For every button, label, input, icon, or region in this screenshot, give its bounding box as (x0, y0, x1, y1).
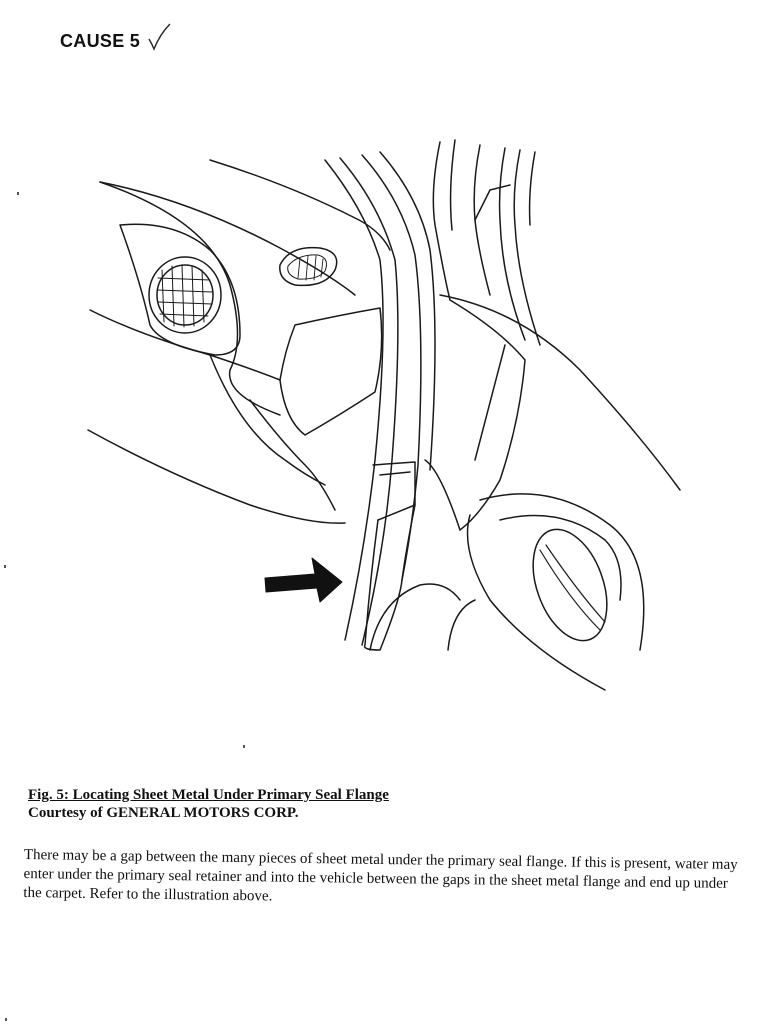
floor-line (475, 345, 505, 460)
sheet-metal-illustration (80, 130, 700, 700)
body-paragraph: There may be a gap between the many pieces of sheet metal under the primary seal flange. If this is present, water may enter under the primary seal retainer and into the vehicle between the gaps in the sheet metal flange and end up under the carpet. Refer to the illustration above. (23, 846, 738, 905)
cause-label: CAUSE 5 (60, 31, 141, 51)
arrow-right-icon (265, 558, 342, 602)
cause-header (60, 22, 172, 52)
panel-opening (280, 308, 382, 435)
scan-speck (243, 745, 245, 748)
speaker-housing (480, 494, 644, 650)
scan-speck (5, 1018, 7, 1021)
floor-curve-2 (448, 600, 475, 650)
speaker-grille-inner-2 (546, 545, 605, 622)
speaker-grille-inner (540, 550, 600, 630)
dash-front-face (90, 310, 280, 380)
door-frame-7 (475, 185, 510, 220)
door-frame-3 (474, 145, 490, 295)
pillar-line-1 (325, 160, 383, 640)
speaker-grille (519, 519, 621, 651)
door-frame-6 (530, 152, 535, 225)
scan-speck (17, 192, 19, 195)
scan-speck (4, 565, 6, 568)
kick-panel-upper (440, 295, 680, 490)
flange-step-2 (380, 472, 410, 475)
figure-courtesy: Courtesy of GENERAL MOTORS CORP. (28, 805, 299, 821)
check-mark-icon (146, 22, 172, 52)
speaker-housing-outer (468, 515, 606, 690)
dash-side-curve (100, 182, 280, 415)
dash-top-edge-inner (210, 160, 390, 250)
door-frame-4 (500, 148, 525, 340)
round-vent (149, 257, 221, 333)
vent-housing (120, 224, 240, 355)
door-frame-1 (433, 142, 450, 300)
caption-block (28, 786, 748, 822)
dash-lower-edge (88, 430, 345, 523)
door-frame-5 (514, 150, 540, 345)
speaker-housing-inner (500, 516, 621, 601)
figure-caption-title: Fig. 5: Locating Sheet Metal Under Primary Seal Flange (28, 787, 389, 803)
flange-lower (365, 505, 415, 650)
dash-curve-lower-2 (250, 400, 335, 510)
pillar-line-4 (380, 152, 435, 470)
door-frame-2 (451, 140, 455, 230)
flange-step (373, 462, 415, 520)
